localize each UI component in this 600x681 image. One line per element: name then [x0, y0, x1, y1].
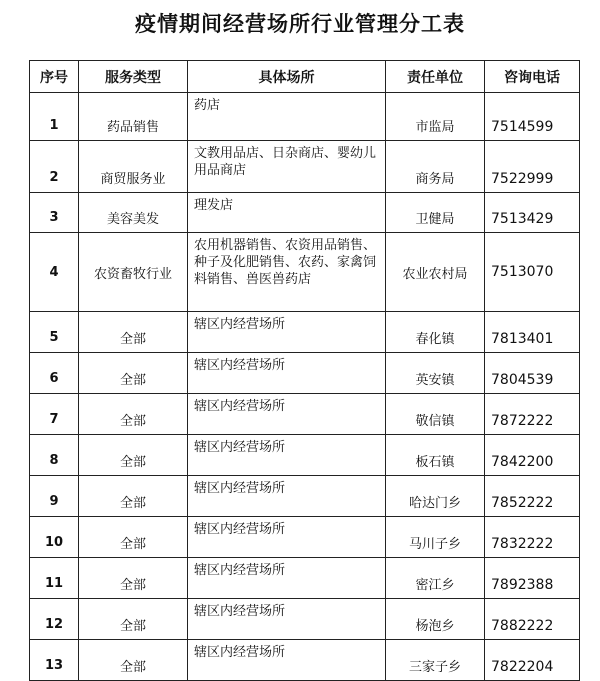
table-row: [30, 233, 580, 312]
row-service-type: 药品销售: [79, 93, 188, 141]
row-place: 辖区内经营场所: [188, 599, 386, 640]
row-service-type: 美容美发: [79, 193, 188, 233]
row-index: 12: [30, 599, 79, 640]
row-index: 6: [30, 353, 79, 394]
row-service-type: 全部: [79, 394, 188, 435]
row-service-type: 全部: [79, 640, 188, 681]
row-place: 辖区内经营场所: [188, 312, 386, 353]
row-service-type: 农资畜牧行业: [79, 233, 188, 312]
row-unit: 农业农村局: [386, 233, 485, 312]
row-phone: 7804539: [485, 353, 580, 394]
row-index: 2: [30, 141, 79, 193]
row-unit: 卫健局: [386, 193, 485, 233]
row-place: 理发店: [188, 193, 386, 233]
row-unit: 英安镇: [386, 353, 485, 394]
header-service-type: 服务类型: [79, 61, 188, 93]
row-phone: 7892388: [485, 558, 580, 599]
row-phone: 7813401: [485, 312, 580, 353]
row-index: 7: [30, 394, 79, 435]
table-row: [30, 640, 580, 681]
row-index: 5: [30, 312, 79, 353]
row-unit: 三家子乡: [386, 640, 485, 681]
row-phone: 7514599: [485, 93, 580, 141]
row-place: 辖区内经营场所: [188, 476, 386, 517]
row-place: 辖区内经营场所: [188, 394, 386, 435]
row-unit: 春化镇: [386, 312, 485, 353]
table-row: [30, 353, 580, 394]
row-place: 药店: [188, 93, 386, 141]
row-index: 13: [30, 640, 79, 681]
row-place: 文教用品店、日杂商店、婴幼儿用品商店: [188, 141, 386, 193]
header-index: 序号: [30, 61, 79, 93]
table-row: [30, 517, 580, 558]
row-service-type: 全部: [79, 558, 188, 599]
table-row: [30, 599, 580, 640]
row-index: 1: [30, 93, 79, 141]
row-unit: 板石镇: [386, 435, 485, 476]
table-row: [30, 193, 580, 233]
row-unit: 哈达门乡: [386, 476, 485, 517]
table-row: [30, 476, 580, 517]
row-phone: 7822204: [485, 640, 580, 681]
row-phone: 7522999: [485, 141, 580, 193]
header-phone: 咨询电话: [485, 61, 580, 93]
table-row: [30, 312, 580, 353]
row-place: 辖区内经营场所: [188, 558, 386, 599]
table-row: [30, 141, 580, 193]
row-service-type: 全部: [79, 312, 188, 353]
row-phone: 7842200: [485, 435, 580, 476]
row-index: 8: [30, 435, 79, 476]
row-unit: 敬信镇: [386, 394, 485, 435]
row-service-type: 全部: [79, 476, 188, 517]
row-service-type: 全部: [79, 435, 188, 476]
row-unit: 马川子乡: [386, 517, 485, 558]
row-place: 农用机器销售、农资用品销售、种子及化肥销售、农药、家禽饲料销售、兽医兽药店: [188, 233, 386, 312]
row-unit: 商务局: [386, 141, 485, 193]
row-index: 4: [30, 233, 79, 312]
row-place: 辖区内经营场所: [188, 640, 386, 681]
row-index: 11: [30, 558, 79, 599]
row-phone: 7852222: [485, 476, 580, 517]
row-phone: 7513070: [485, 233, 580, 312]
management-table: [29, 60, 580, 681]
table-row: [30, 394, 580, 435]
row-index: 10: [30, 517, 79, 558]
row-unit: 杨泡乡: [386, 599, 485, 640]
row-phone: 7513429: [485, 193, 580, 233]
row-place: 辖区内经营场所: [188, 517, 386, 558]
table-row: [30, 435, 580, 476]
row-phone: 7872222: [485, 394, 580, 435]
row-index: 9: [30, 476, 79, 517]
header-row: [30, 61, 580, 93]
row-phone: 7882222: [485, 599, 580, 640]
row-service-type: 全部: [79, 517, 188, 558]
header-responsible-unit: 责任单位: [386, 61, 485, 93]
table-row: [30, 93, 580, 141]
row-service-type: 商贸服务业: [79, 141, 188, 193]
row-unit: 市监局: [386, 93, 485, 141]
header-specific-place: 具体场所: [188, 61, 386, 93]
page-title: 疫情期间经营场所行业管理分工表: [135, 12, 465, 36]
row-phone: 7832222: [485, 517, 580, 558]
row-place: 辖区内经营场所: [188, 353, 386, 394]
row-place: 辖区内经营场所: [188, 435, 386, 476]
row-service-type: 全部: [79, 353, 188, 394]
row-unit: 密江乡: [386, 558, 485, 599]
table-row: [30, 558, 580, 599]
row-index: 3: [30, 193, 79, 233]
row-service-type: 全部: [79, 599, 188, 640]
